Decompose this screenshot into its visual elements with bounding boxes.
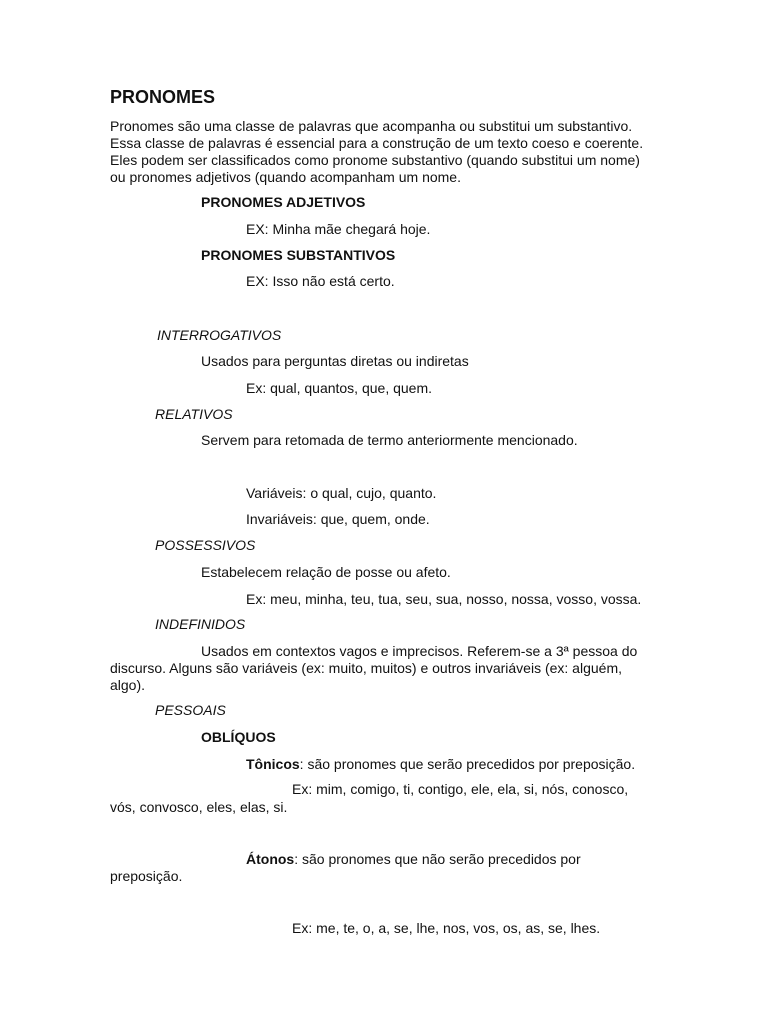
intro-line-2: Essa classe de palavras é essencial para a construção de um texto coeso e coerente. [110, 135, 644, 151]
atonos-desc-line-2: preposição. [110, 868, 183, 884]
pessoais-heading: PESSOAIS [155, 702, 226, 718]
possessivos-desc: Estabelecem relação de posse ou afeto. [201, 564, 451, 580]
interrogativos-desc: Usados para perguntas diretas ou indiretas [201, 353, 469, 369]
tonicos-example-line-2: vós, convosco, eles, elas, si. [110, 799, 288, 815]
atonos-example: Ex: me, te, o, a, se, lhe, nos, vos, os, as, se, lhes. [292, 920, 601, 936]
interrogativos-heading: INTERROGATIVOS [157, 327, 282, 343]
indefinidos-line-3: algo). [110, 677, 146, 693]
relativos-invariaveis: Invariáveis: que, quem, onde. [246, 511, 430, 527]
substantivos-heading: PRONOMES SUBSTANTIVOS [201, 247, 396, 263]
tonicos-desc: : são pronomes que serão precedidos por preposição. [299, 756, 636, 772]
tonicos-definition [246, 756, 635, 773]
relativos-heading: RELATIVOS [155, 406, 233, 422]
atonos-term: Átonos [246, 851, 295, 867]
adjetivos-heading: PRONOMES ADJETIVOS [201, 194, 366, 210]
tonicos-term: Tônicos [246, 756, 300, 772]
adjetivos-example: EX: Minha mãe chegará hoje. [246, 221, 431, 237]
indefinidos-line-2: discurso. Alguns são variáveis (ex: muito, muitos) e outros invariáveis (ex: alguém, [110, 660, 622, 676]
interrogativos-example: Ex: qual, quantos, que, quem. [246, 380, 433, 396]
relativos-variaveis: Variáveis: o qual, cujo, quanto. [246, 485, 437, 501]
indefinidos-line-1: Usados em contextos vagos e imprecisos. Referem-se a 3ª pessoa do [201, 643, 638, 659]
possessivos-example: Ex: meu, minha, teu, tua, seu, sua, nosso, nossa, vosso, vossa. [246, 591, 642, 607]
indefinidos-heading: INDEFINIDOS [155, 616, 246, 632]
intro-line-4: ou pronomes adjetivos (quando acompanham um nome. [110, 169, 461, 185]
tonicos-example-line-1: Ex: mim, comigo, ti, contigo, ele, ela, si, nós, conosco, [292, 781, 629, 797]
atonos-definition [246, 851, 581, 868]
relativos-desc: Servem para retomada de termo anteriormente mencionado. [201, 432, 578, 448]
atonos-desc: : são pronomes que não serão precedidos por [294, 851, 581, 867]
intro-line-3: Eles podem ser classificados como pronome substantivo (quando substitui um nome) [110, 152, 640, 168]
possessivos-heading: POSSESSIVOS [155, 537, 256, 553]
page-title: PRONOMES [110, 87, 216, 107]
intro-line-1: Pronomes são uma classe de palavras que acompanha ou substitui um substantivo. [110, 118, 633, 134]
substantivos-example: EX: Isso não está certo. [246, 273, 395, 289]
obliquos-heading: OBLÍQUOS [201, 729, 276, 745]
